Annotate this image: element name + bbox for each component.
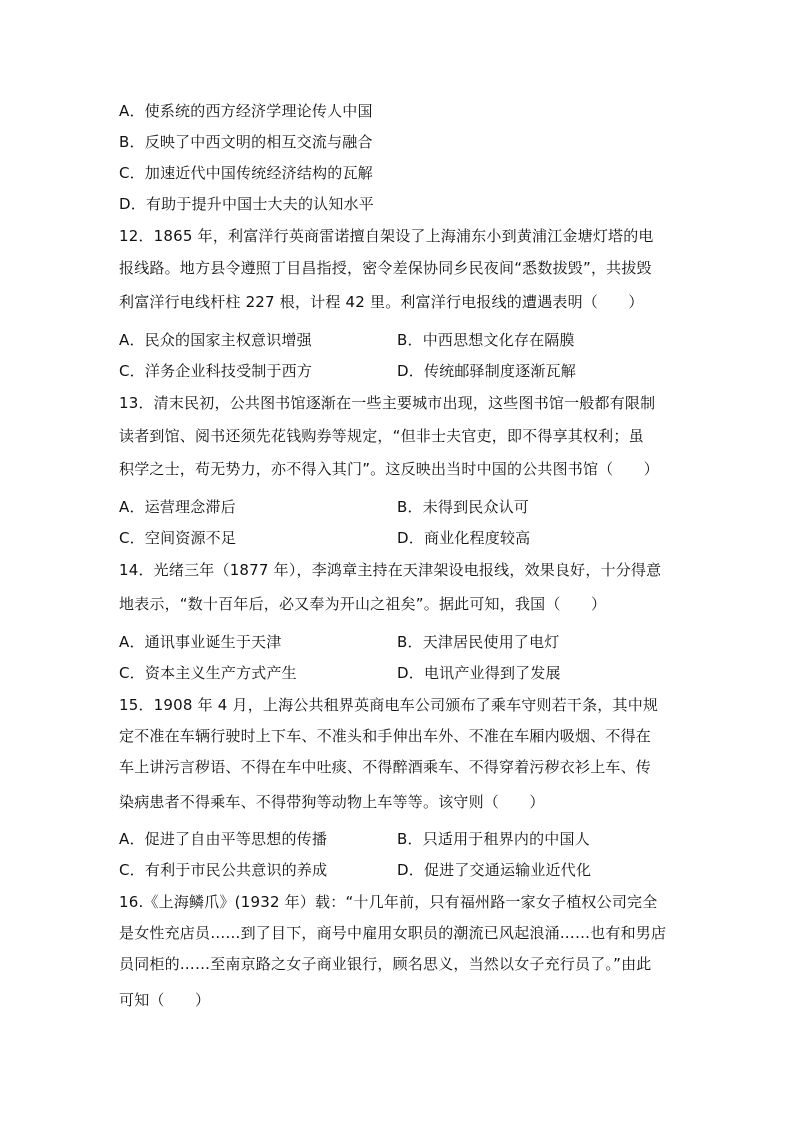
q16-stem-line-1: 16.《上海鳞爪》(1932 年）载：“十几年前，只有福州路一家女子植权公司完全 — [119, 893, 658, 911]
q14-option-a: A．通讯事业诞生于天津 — [119, 633, 282, 651]
q12-option-d: D．传统邮驿制度逐渐瓦解 — [397, 362, 576, 380]
q16-stem-line-2: 是女性充店员……到了目下，商号中雇用女职员的潮流已风起浪涌……也有和男店 — [119, 924, 667, 942]
q13-option-a: A．运营理念滞后 — [119, 498, 236, 516]
q11-option-a: A．使系统的西方经济学理论传人中国 — [119, 102, 373, 120]
q11-option-d: D．有助于提升中国士大夫的认知水平 — [119, 195, 374, 213]
q14-stem-line-1: 14．光绪三年（1877 年），李鸿章主持在天津架设电报线，效果良好，十分得意 — [119, 561, 662, 579]
q13-stem-line-3: 积学之士，苟无势力，亦不得入其门”。这反映出当时中国的公共图书馆（ ） — [119, 460, 659, 478]
q14-option-d: D．电讯产业得到了发展 — [397, 664, 561, 682]
q13-stem-line-2: 读者到馆、阅书还须先花钱购券等规定，“但非士夫官吏，即不得享其权利；虽 — [119, 427, 644, 445]
q12-option-a: A．民众的国家主权意识增强 — [119, 331, 312, 349]
q11-option-b: B．反映了中西文明的相互交流与融合 — [119, 133, 373, 151]
q15-stem-line-4: 染病患者不得乘车、不得带狗等动物上车等等。该守则（ ） — [119, 793, 545, 811]
q13-stem-line-1: 13．清末民初，公共图书馆逐渐在一些主要城市出现，这些图书馆一般都有限制 — [119, 394, 656, 412]
q14-stem-line-2: 地表示，“数十百年后，必又奉为开山之祖矣”。据此可知，我国（ ） — [119, 595, 607, 613]
q16-stem-line-3: 员同柜的……至南京路之女子商业银行，顾名思义，当然以女子充行员了。”由此 — [119, 955, 652, 973]
q15-stem-line-1: 15．1908 年 4 月，上海公共租界英商电车公司颁布了乘车守则若干条，其中规 — [119, 696, 659, 714]
q15-stem-line-2: 定不准在车辆行驶时上下车、不准头和手伸出车外、不准在车厢内吸烟、不得在 — [119, 727, 652, 745]
q12-option-b: B．中西思想文化存在隔膜 — [397, 331, 575, 349]
q16-stem-line-4: 可知（ ） — [119, 991, 211, 1009]
q15-stem-line-3: 车上讲污言秽语、不得在车中吐痰、不得醉酒乘车、不得穿着污秽衣衫上车、传 — [119, 758, 652, 776]
q15-option-a: A．促进了自由平等思想的传播 — [119, 830, 328, 848]
q15-option-b: B．只适用于租界内的中国人 — [397, 830, 590, 848]
q11-option-c: C．加速近代中国传统经济结构的瓦解 — [119, 164, 373, 182]
q12-stem-line-2: 报线路。地方县令遵照丁目昌指授，密令差保协同乡民夜间“悉数拔毁”，共拔毁 — [119, 259, 652, 277]
q15-option-d: D．促进了交通运输业近代化 — [397, 861, 592, 879]
q12-stem-line-3: 利富洋行电线杆柱 227 根，计程 42 里。利富洋行电报线的遭遇表明（ ） — [119, 293, 644, 311]
q14-option-b: B．天津居民使用了电灯 — [397, 633, 560, 651]
q13-option-d: D．商业化程度较高 — [397, 529, 531, 547]
q13-option-b: B．未得到民众认可 — [397, 498, 530, 516]
q15-option-c: C．有利于市民公共意识的养成 — [119, 861, 328, 879]
q14-option-c: C．资本主义生产方式产生 — [119, 664, 297, 682]
q12-stem-line-1: 12．1865 年，利富洋行英商雷诺擅自架设了上海浦东小到黄浦江金塘灯塔的电 — [119, 227, 654, 245]
q12-option-c: C．洋务企业科技受制于西方 — [119, 362, 313, 380]
q13-option-c: C．空间资源不足 — [119, 529, 237, 547]
